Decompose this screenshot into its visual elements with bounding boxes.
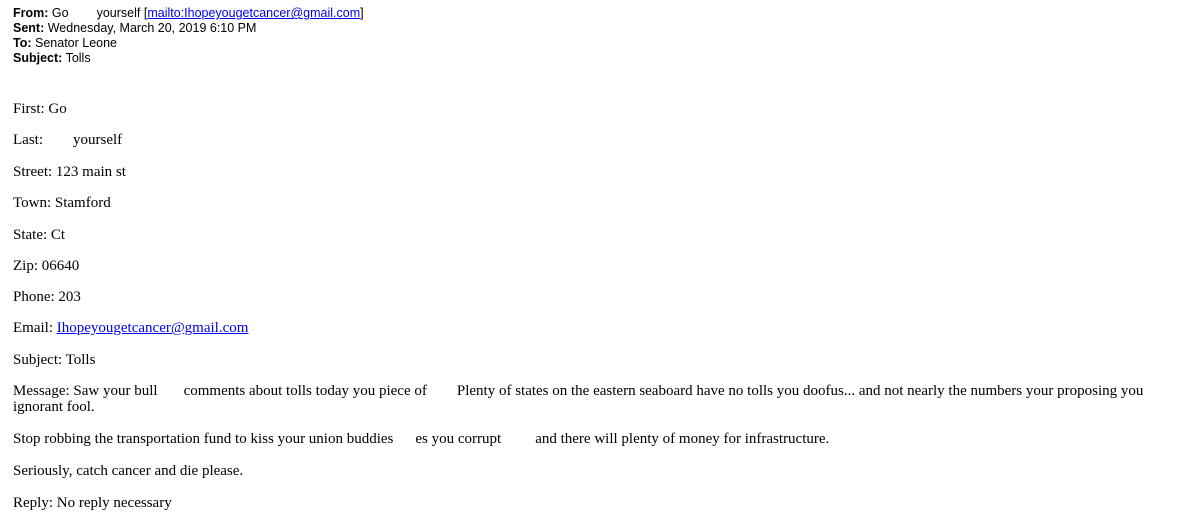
first-line: First: Go	[13, 101, 67, 117]
from-label: From:	[13, 6, 49, 20]
phone-line: Phone: 203	[13, 289, 81, 305]
subject-label: Subject:	[13, 51, 63, 65]
sent-label: Sent:	[13, 21, 45, 35]
email-header	[13, 6, 364, 66]
to-value: Senator Leone	[35, 36, 118, 50]
sent-line	[13, 21, 364, 36]
last-label: Last:	[13, 132, 43, 148]
stop-paragraph	[13, 431, 829, 447]
reply-line: Reply: No reply necessary	[13, 495, 172, 511]
from-name-last: yourself	[96, 6, 141, 20]
last-line	[13, 132, 122, 148]
email-line	[13, 320, 248, 336]
message-part-1: Message: Saw your bull	[13, 383, 158, 399]
email-label: Email:	[13, 320, 53, 336]
sent-value: Wednesday, March 20, 2019 6:10 PM	[47, 21, 257, 35]
zip-line: Zip: 06640	[13, 258, 80, 274]
subject-form-line: Subject: Tolls	[13, 352, 96, 368]
from-mailto-link[interactable]: mailto:Ihopeyougetcancer@gmail.com	[147, 6, 361, 20]
town-line: Town: Stamford	[13, 195, 111, 211]
state-line: State: Ct	[13, 227, 66, 243]
message-part-2: comments about tolls today you piece of	[183, 383, 427, 399]
subject-value: Tolls	[65, 51, 91, 65]
message-part-3: Plenty of states on the eastern seaboard have no tolls you doofus... and not nearly the numbers your proposing you ignorant fool.	[13, 383, 1144, 415]
stop-part-1: Stop robbing the transportation fund to kiss your union buddies	[13, 431, 394, 447]
stop-part-2: es you corrupt	[415, 431, 502, 447]
street-line: Street: 123 main st	[13, 164, 126, 180]
to-line	[13, 36, 364, 51]
last-value: yourself	[73, 132, 123, 148]
to-label: To:	[13, 36, 32, 50]
stop-part-3: and there will plenty of money for infrastructure.	[535, 431, 830, 447]
from-name-first: Go	[51, 6, 69, 20]
message-paragraph	[13, 383, 1178, 415]
subject-line	[13, 51, 364, 66]
email-link[interactable]: Ihopeyougetcancer@gmail.com	[56, 320, 249, 336]
from-line: From: Go yourself [mailto:Ihopeyougetcancer@gmail.com]	[13, 6, 364, 20]
seriously-line: Seriously, catch cancer and die please.	[13, 463, 244, 479]
